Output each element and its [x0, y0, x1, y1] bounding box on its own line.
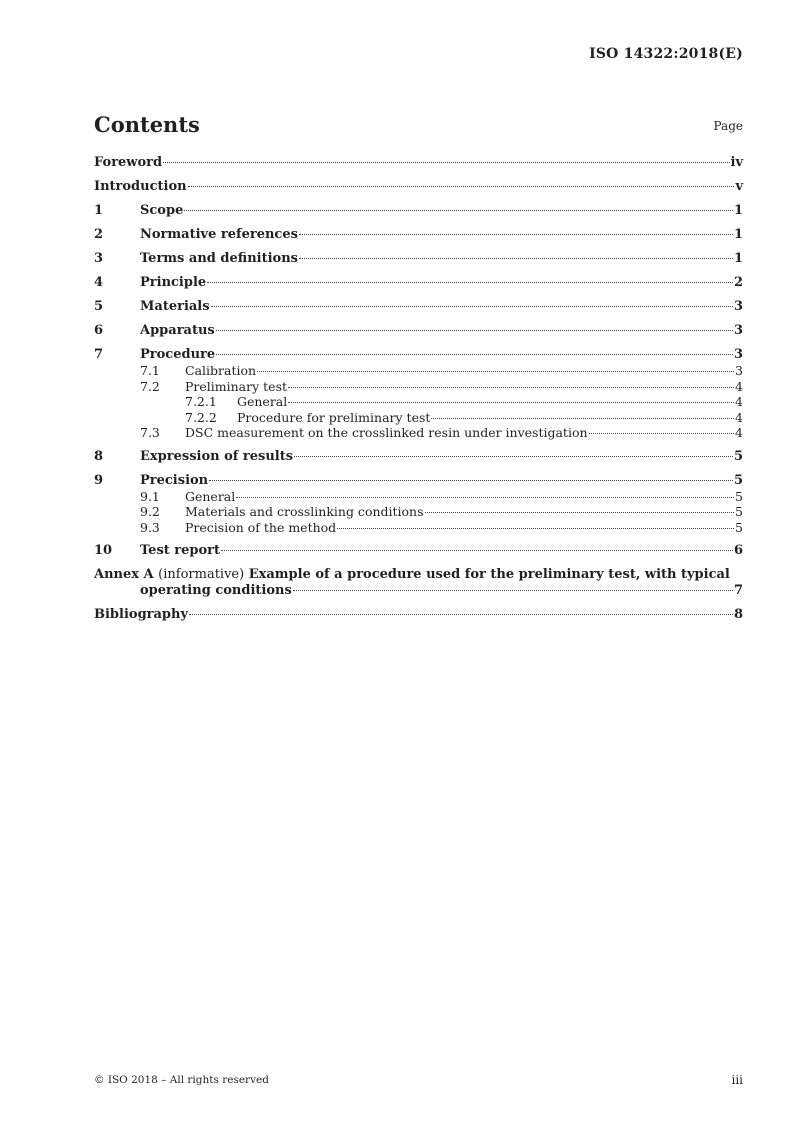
toc-entry-page: 1: [733, 251, 743, 266]
table-of-contents: [94, 155, 743, 623]
toc-entry-title: Preliminary test: [185, 378, 288, 394]
dot-leader: [188, 186, 735, 187]
toc-entry-number: 3: [94, 251, 104, 266]
dot-leader: [337, 528, 734, 529]
dot-leader: [236, 497, 734, 498]
toc-entry-page: 7: [733, 583, 743, 598]
toc-entry-title: Terms and definitions: [140, 251, 298, 266]
toc-entry-number: 8: [94, 448, 104, 464]
toc-entry-page: 3: [733, 323, 743, 338]
toc-entry-preliminary-general[interactable]: [94, 394, 743, 410]
toc-entry-title: Apparatus: [140, 323, 215, 338]
toc-entry-number: 7: [94, 347, 104, 362]
toc-entry-page: 4: [735, 394, 743, 409]
toc-entry-title: Precision: [140, 472, 209, 488]
toc-entry-number: 7.2.2: [185, 409, 217, 425]
toc-entry-precision-of-method[interactable]: [94, 520, 743, 536]
toc-entry-title: Procedure for preliminary test: [237, 409, 431, 425]
toc-entry-page: 3: [733, 299, 743, 314]
toc-entry-title: Expression of results: [140, 448, 294, 464]
toc-entry-number: 9: [94, 472, 104, 488]
toc-entry-title: Scope: [140, 203, 184, 218]
toc-entry-number: 7.3: [140, 425, 160, 440]
toc-entry-title: Bibliography: [94, 607, 189, 622]
toc-entry-page: 5: [735, 488, 743, 504]
document-reference: ISO 14322:2018(E): [589, 46, 743, 62]
toc-entry-number: 7.2: [140, 378, 160, 394]
toc-entry-page: v: [735, 179, 743, 194]
toc-entry-page: 4: [735, 409, 743, 425]
toc-entry-number: 7.2.1: [185, 394, 217, 409]
toc-entry-number: 7.1: [140, 363, 160, 378]
annex-label: Annex A: [94, 567, 154, 582]
toc-entry-precision-general[interactable]: [94, 489, 743, 505]
toc-entry-number: 6: [94, 323, 104, 338]
copyright-notice: © ISO 2018 – All rights reserved: [94, 1074, 269, 1086]
page-title: Contents: [94, 112, 200, 137]
dot-leader: [425, 512, 735, 513]
toc-entry-number: 2: [94, 227, 104, 242]
toc-entry-page: 6: [733, 543, 743, 558]
toc-entry-title: Test report: [140, 543, 221, 558]
toc-entry-page: 5: [733, 448, 743, 464]
toc-entry-page: 1: [733, 227, 743, 242]
dot-leader: [299, 234, 733, 235]
toc-entry-title: Materials: [140, 299, 210, 314]
toc-entry-scope[interactable]: [94, 203, 743, 219]
dot-leader: [216, 330, 733, 331]
toc-entry-page: 3: [735, 363, 743, 378]
toc-entry-title: General: [237, 394, 288, 409]
toc-entry-number: 4: [94, 275, 104, 290]
toc-entry-precision[interactable]: [94, 473, 743, 489]
dot-leader: [288, 387, 734, 388]
toc-entry-title: Normative references: [140, 227, 298, 242]
toc-entry-page: 4: [735, 425, 743, 440]
toc-entry-foreword[interactable]: [94, 155, 743, 171]
dot-leader: [431, 418, 734, 419]
toc-entry-expression-of-results[interactable]: [94, 449, 743, 465]
annex-type: (informative): [158, 567, 245, 582]
toc-entry-introduction[interactable]: [94, 179, 743, 195]
toc-entry-materials[interactable]: [94, 299, 743, 315]
dot-leader: [189, 614, 733, 615]
dot-leader: [293, 590, 733, 591]
dot-leader: [209, 480, 733, 481]
page-column-label: Page: [713, 119, 743, 133]
dot-leader: [299, 258, 733, 259]
toc-entry-page: 5: [733, 472, 743, 488]
toc-entry-bibliography[interactable]: [94, 607, 743, 623]
dot-leader: [257, 371, 734, 372]
toc-entry-number: 5: [94, 299, 104, 314]
dot-leader: [163, 162, 729, 163]
toc-entry-procedure[interactable]: [94, 347, 743, 363]
toc-entry-normative-references[interactable]: [94, 227, 743, 243]
toc-entry-page: iv: [730, 155, 743, 170]
toc-entry-number: 9.1: [140, 488, 160, 504]
toc-entry-test-report[interactable]: [94, 543, 743, 559]
toc-entry-number: 10: [94, 543, 113, 558]
dot-leader: [288, 402, 734, 403]
toc-entry-title: Principle: [140, 275, 207, 290]
toc-entry-number: 9.3: [140, 519, 160, 535]
toc-entry-title: Introduction: [94, 179, 187, 194]
toc-entry-title: Calibration: [185, 363, 257, 378]
dot-leader: [211, 306, 733, 307]
toc-entry-procedure-for-preliminary-test[interactable]: [94, 410, 743, 426]
toc-entry-title: DSC measurement on the crosslinked resin under investigation: [185, 425, 588, 440]
annex-second-line: [94, 583, 743, 599]
toc-entry-page: 8: [733, 607, 743, 622]
toc-entry-annex-a[interactable]: [94, 567, 743, 599]
dot-leader: [184, 210, 733, 211]
toc-entry-page: 5: [735, 504, 743, 519]
toc-entry-title: Materials and crosslinking conditions: [185, 504, 424, 519]
toc-entry-page: 1: [733, 203, 743, 218]
annex-first-line: [94, 567, 743, 583]
toc-entry-page: 4: [735, 378, 743, 394]
dot-leader: [221, 550, 733, 551]
toc-entry-title: Procedure: [140, 347, 216, 362]
toc-entry-title: General: [185, 488, 236, 504]
toc-entry-number: 9.2: [140, 504, 160, 519]
toc-entry-principle[interactable]: [94, 275, 743, 291]
annex-title-line2: operating conditions: [140, 583, 292, 598]
toc-entry-page: 3: [733, 347, 743, 362]
toc-entry-title: Foreword: [94, 155, 163, 170]
toc-entry-page: 2: [733, 275, 743, 290]
toc-entry-dsc-measurement[interactable]: [94, 425, 743, 441]
toc-entry-page: 5: [735, 519, 743, 535]
dot-leader: [216, 354, 733, 355]
annex-title-line1: Example of a procedure used for the preliminary test, with typical: [248, 567, 730, 582]
toc-entry-apparatus[interactable]: [94, 323, 743, 339]
toc-entry-title: Precision of the method: [185, 519, 337, 535]
toc-entry-calibration[interactable]: [94, 363, 743, 379]
dot-leader: [589, 433, 735, 434]
toc-entry-terms-and-definitions[interactable]: [94, 251, 743, 267]
page-number: iii: [731, 1073, 743, 1087]
toc-entry-preliminary-test[interactable]: [94, 379, 743, 395]
dot-leader: [294, 456, 733, 457]
toc-entry-materials-and-crosslinking[interactable]: [94, 504, 743, 520]
dot-leader: [207, 282, 733, 283]
toc-entry-number: 1: [94, 203, 104, 218]
